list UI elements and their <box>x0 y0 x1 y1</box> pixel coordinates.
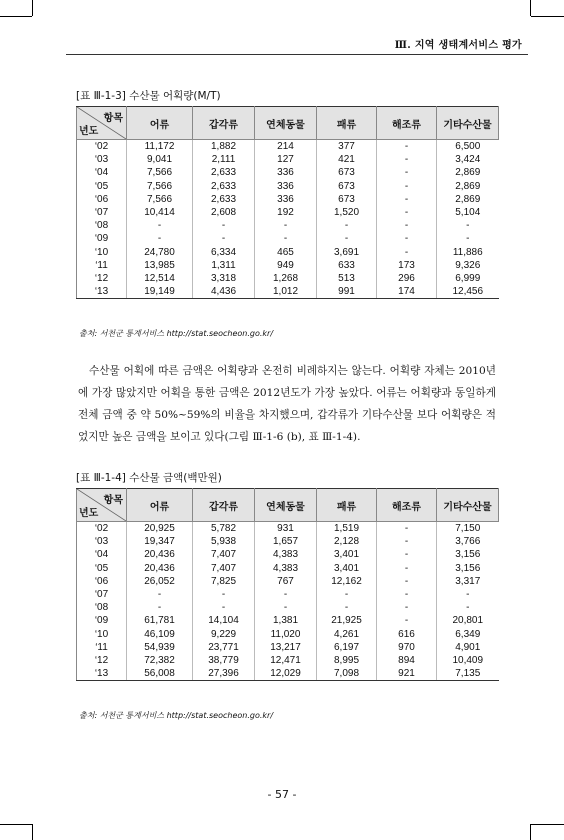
value-cell: 1,882 <box>193 140 255 154</box>
value-cell: 1,519 <box>317 522 377 536</box>
value-cell: - <box>377 535 437 548</box>
value-cell: 2,633 <box>193 180 255 193</box>
value-cell: 1,012 <box>255 285 317 299</box>
value-cell: 11,886 <box>437 246 499 259</box>
value-cell: 3,317 <box>437 575 499 588</box>
corner-item-label: 항목 <box>103 113 123 124</box>
value-cell: - <box>377 601 437 614</box>
value-cell: 6,334 <box>193 246 255 259</box>
value-cell: 9,326 <box>437 259 499 272</box>
value-cell: 377 <box>317 140 377 154</box>
value-cell: 6,999 <box>437 272 499 285</box>
value-cell: 1,381 <box>255 614 317 627</box>
table1-caption: [표 Ⅲ-1-3] 수산물 어획량(M/T) <box>76 90 221 102</box>
value-cell: - <box>127 601 193 614</box>
value-cell: 296 <box>377 272 437 285</box>
table-row <box>77 641 499 654</box>
value-cell: - <box>127 588 193 601</box>
year-cell: ‘13 <box>77 667 127 681</box>
year-cell: ‘06 <box>77 575 127 588</box>
value-cell: 5,938 <box>193 535 255 548</box>
value-cell: - <box>255 232 317 245</box>
value-cell: 5,782 <box>193 522 255 536</box>
crop-mark-top-left <box>32 0 33 16</box>
value-cell: 1,268 <box>255 272 317 285</box>
table-row <box>77 667 499 681</box>
year-cell: ‘11 <box>77 641 127 654</box>
value-cell: 6,349 <box>437 628 499 641</box>
catch-value-table <box>76 488 499 681</box>
value-cell: - <box>377 548 437 561</box>
year-cell: ‘08 <box>77 601 127 614</box>
value-cell: - <box>377 140 437 154</box>
table-row <box>77 219 499 232</box>
value-cell: 13,217 <box>255 641 317 654</box>
value-cell: 20,436 <box>127 562 193 575</box>
table1-source: 출처: 서천군 통계서비스 http://stat.seocheon.go.kr/ <box>79 329 274 338</box>
value-cell: - <box>317 232 377 245</box>
value-cell: 4,436 <box>193 285 255 299</box>
corner-item-label: 항목 <box>103 495 123 506</box>
value-cell: 9,041 <box>127 153 193 166</box>
value-cell: 27,396 <box>193 667 255 681</box>
corner-header <box>77 489 127 522</box>
value-cell: 19,347 <box>127 535 193 548</box>
value-cell: 19,149 <box>127 285 193 299</box>
value-cell: 11,020 <box>255 628 317 641</box>
table-row <box>77 588 499 601</box>
running-header: Ⅲ. 지역 생태계서비스 평가 <box>394 40 522 51</box>
column-header: 기타수산물 <box>437 107 499 140</box>
value-cell: - <box>317 219 377 232</box>
value-cell: 12,029 <box>255 667 317 681</box>
value-cell: - <box>437 601 499 614</box>
value-cell: 61,781 <box>127 614 193 627</box>
value-cell: 2,633 <box>193 193 255 206</box>
value-cell: - <box>317 588 377 601</box>
value-cell: 616 <box>377 628 437 641</box>
table2-source: 출처: 서천군 통계서비스 http://stat.seocheon.go.kr/ <box>79 711 274 720</box>
value-cell: 9,229 <box>193 628 255 641</box>
value-cell: - <box>377 614 437 627</box>
value-cell: 7,150 <box>437 522 499 536</box>
year-cell: ‘04 <box>77 166 127 179</box>
value-cell: 12,514 <box>127 272 193 285</box>
value-cell: 192 <box>255 206 317 219</box>
year-cell: ‘02 <box>77 522 127 536</box>
table-row <box>77 272 499 285</box>
table-body <box>77 140 499 299</box>
value-cell: 173 <box>377 259 437 272</box>
value-cell: 46,109 <box>127 628 193 641</box>
value-cell: - <box>127 232 193 245</box>
value-cell: 7,098 <box>317 667 377 681</box>
value-cell: 72,382 <box>127 654 193 667</box>
value-cell: - <box>377 246 437 259</box>
year-cell: ‘03 <box>77 153 127 166</box>
column-header: 패류 <box>317 489 377 522</box>
value-cell: 7,566 <box>127 180 193 193</box>
value-cell: 3,156 <box>437 548 499 561</box>
corner-header <box>77 107 127 140</box>
value-cell: 13,985 <box>127 259 193 272</box>
value-cell: 336 <box>255 193 317 206</box>
value-cell: 26,052 <box>127 575 193 588</box>
value-cell: 12,456 <box>437 285 499 299</box>
value-cell: - <box>193 601 255 614</box>
corner-year-label: 년도 <box>79 508 99 519</box>
crop-mark-bottom-right-h <box>531 824 564 825</box>
value-cell: 336 <box>255 180 317 193</box>
year-cell: ‘10 <box>77 246 127 259</box>
value-cell: 8,995 <box>317 654 377 667</box>
value-cell: - <box>377 193 437 206</box>
value-cell: 6,500 <box>437 140 499 154</box>
value-cell: 465 <box>255 246 317 259</box>
value-cell: 7,566 <box>127 166 193 179</box>
column-header: 패류 <box>317 107 377 140</box>
crop-mark-bottom-left <box>32 824 33 840</box>
value-cell: 3,766 <box>437 535 499 548</box>
year-cell: ‘05 <box>77 562 127 575</box>
value-cell: - <box>317 601 377 614</box>
value-cell: 10,409 <box>437 654 499 667</box>
column-header: 기타수산물 <box>437 489 499 522</box>
value-cell: 1,311 <box>193 259 255 272</box>
value-cell: 2,111 <box>193 153 255 166</box>
value-cell: - <box>193 219 255 232</box>
crop-mark-top-right <box>530 0 531 16</box>
value-cell: 214 <box>255 140 317 154</box>
table-row <box>77 246 499 259</box>
column-header: 연체동물 <box>255 489 317 522</box>
value-cell: 14,104 <box>193 614 255 627</box>
value-cell: 11,172 <box>127 140 193 154</box>
table-header-row <box>77 107 499 140</box>
value-cell: - <box>193 232 255 245</box>
year-cell: ‘12 <box>77 272 127 285</box>
table-row <box>77 285 499 299</box>
corner-year-label: 년도 <box>79 126 99 137</box>
column-header: 어류 <box>127 489 193 522</box>
table-row <box>77 654 499 667</box>
value-cell: - <box>377 575 437 588</box>
value-cell: 673 <box>317 193 377 206</box>
value-cell: 3,424 <box>437 153 499 166</box>
value-cell: 894 <box>377 654 437 667</box>
value-cell: 174 <box>377 285 437 299</box>
value-cell: - <box>437 588 499 601</box>
value-cell: 20,801 <box>437 614 499 627</box>
value-cell: 931 <box>255 522 317 536</box>
year-cell: ‘09 <box>77 614 127 627</box>
value-cell: 421 <box>317 153 377 166</box>
value-cell: 2,633 <box>193 166 255 179</box>
year-cell: ‘04 <box>77 548 127 561</box>
table-row <box>77 535 499 548</box>
value-cell: 5,104 <box>437 206 499 219</box>
value-cell: 4,383 <box>255 548 317 561</box>
table-row <box>77 153 499 166</box>
year-cell: ‘07 <box>77 206 127 219</box>
value-cell: 1,657 <box>255 535 317 548</box>
table-row <box>77 232 499 245</box>
value-cell: 673 <box>317 166 377 179</box>
body-paragraph: 수산물 어획에 따른 금액은 어획량과 온전히 비례하지는 않는다. 어획량 자체는 2010년에 가장 많았지만 어획을 통한 금액은 2012년도가 가장 높았다. 어류는 어획량과 동일하게 전체 금액 중 약 50%~59%의 비율을 차지했으며, 갑각류가 기타수산물 보다 어획량은 적었지만 높은 금액을 보이고 있다(그림 Ⅲ-1-6 (b), 표 Ⅲ-1-4). <box>78 365 496 443</box>
value-cell: 7,566 <box>127 193 193 206</box>
value-cell: - <box>255 601 317 614</box>
year-cell: ‘12 <box>77 654 127 667</box>
table-row <box>77 193 499 206</box>
value-cell: 3,691 <box>317 246 377 259</box>
table-header-row <box>77 489 499 522</box>
value-cell: 4,901 <box>437 641 499 654</box>
value-cell: 4,261 <box>317 628 377 641</box>
column-header: 갑각류 <box>193 107 255 140</box>
value-cell: 21,925 <box>317 614 377 627</box>
year-cell: ‘11 <box>77 259 127 272</box>
table-row <box>77 140 499 154</box>
value-cell: 3,156 <box>437 562 499 575</box>
table2-caption: [표 Ⅲ-1-4] 수산물 금액(백만원) <box>76 472 222 484</box>
value-cell: 7,407 <box>193 562 255 575</box>
year-cell: ‘02 <box>77 140 127 154</box>
value-cell: 12,162 <box>317 575 377 588</box>
value-cell: - <box>377 206 437 219</box>
value-cell: 56,008 <box>127 667 193 681</box>
table-row <box>77 562 499 575</box>
value-cell: - <box>127 219 193 232</box>
table-body <box>77 522 499 681</box>
value-cell: 2,608 <box>193 206 255 219</box>
column-header: 갑각류 <box>193 489 255 522</box>
table-row <box>77 259 499 272</box>
value-cell: 127 <box>255 153 317 166</box>
value-cell: - <box>377 166 437 179</box>
table-row <box>77 601 499 614</box>
crop-mark-top-right-h <box>531 16 564 17</box>
value-cell: 2,869 <box>437 166 499 179</box>
value-cell: 1,520 <box>317 206 377 219</box>
value-cell: - <box>377 219 437 232</box>
crop-mark-bottom-left-h <box>0 824 32 825</box>
value-cell: 336 <box>255 166 317 179</box>
value-cell: - <box>193 588 255 601</box>
year-cell: ‘07 <box>77 588 127 601</box>
year-cell: ‘09 <box>77 232 127 245</box>
value-cell: - <box>255 588 317 601</box>
value-cell: 12,471 <box>255 654 317 667</box>
value-cell: 38,779 <box>193 654 255 667</box>
value-cell: 767 <box>255 575 317 588</box>
value-cell: 54,939 <box>127 641 193 654</box>
value-cell: 3,318 <box>193 272 255 285</box>
value-cell: - <box>377 562 437 575</box>
year-cell: ‘06 <box>77 193 127 206</box>
value-cell: 2,128 <box>317 535 377 548</box>
value-cell: 673 <box>317 180 377 193</box>
value-cell: 921 <box>377 667 437 681</box>
value-cell: 7,825 <box>193 575 255 588</box>
page-number: - 57 - <box>267 788 297 801</box>
table-row <box>77 180 499 193</box>
value-cell: - <box>377 232 437 245</box>
year-cell: ‘13 <box>77 285 127 299</box>
column-header: 연체동물 <box>255 107 317 140</box>
value-cell: 633 <box>317 259 377 272</box>
value-cell: - <box>377 522 437 536</box>
value-cell: - <box>437 232 499 245</box>
value-cell: 949 <box>255 259 317 272</box>
value-cell: 970 <box>377 641 437 654</box>
crop-mark-top-left-h <box>0 16 32 17</box>
year-cell: ‘10 <box>77 628 127 641</box>
value-cell: 23,771 <box>193 641 255 654</box>
value-cell: 2,869 <box>437 193 499 206</box>
table-row <box>77 522 499 536</box>
value-cell: - <box>377 588 437 601</box>
table-row <box>77 206 499 219</box>
value-cell: 3,401 <box>317 562 377 575</box>
crop-mark-bottom-right <box>530 824 531 840</box>
value-cell: 24,780 <box>127 246 193 259</box>
column-header: 어류 <box>127 107 193 140</box>
year-cell: ‘05 <box>77 180 127 193</box>
table-row <box>77 614 499 627</box>
value-cell: 7,135 <box>437 667 499 681</box>
value-cell: 2,869 <box>437 180 499 193</box>
column-header: 해조류 <box>377 489 437 522</box>
value-cell: 4,383 <box>255 562 317 575</box>
table-row <box>77 166 499 179</box>
table-row <box>77 628 499 641</box>
column-header: 해조류 <box>377 107 437 140</box>
value-cell: 3,401 <box>317 548 377 561</box>
header-rule <box>66 54 528 55</box>
catch-volume-table <box>76 106 499 299</box>
table-row <box>77 548 499 561</box>
year-cell: ‘03 <box>77 535 127 548</box>
value-cell: - <box>377 153 437 166</box>
value-cell: 10,414 <box>127 206 193 219</box>
value-cell: 20,436 <box>127 548 193 561</box>
table-row <box>77 575 499 588</box>
value-cell: - <box>255 219 317 232</box>
value-cell: 20,925 <box>127 522 193 536</box>
value-cell: 7,407 <box>193 548 255 561</box>
value-cell: - <box>437 219 499 232</box>
value-cell: 991 <box>317 285 377 299</box>
year-cell: ‘08 <box>77 219 127 232</box>
value-cell: 6,197 <box>317 641 377 654</box>
value-cell: 513 <box>317 272 377 285</box>
value-cell: - <box>377 180 437 193</box>
